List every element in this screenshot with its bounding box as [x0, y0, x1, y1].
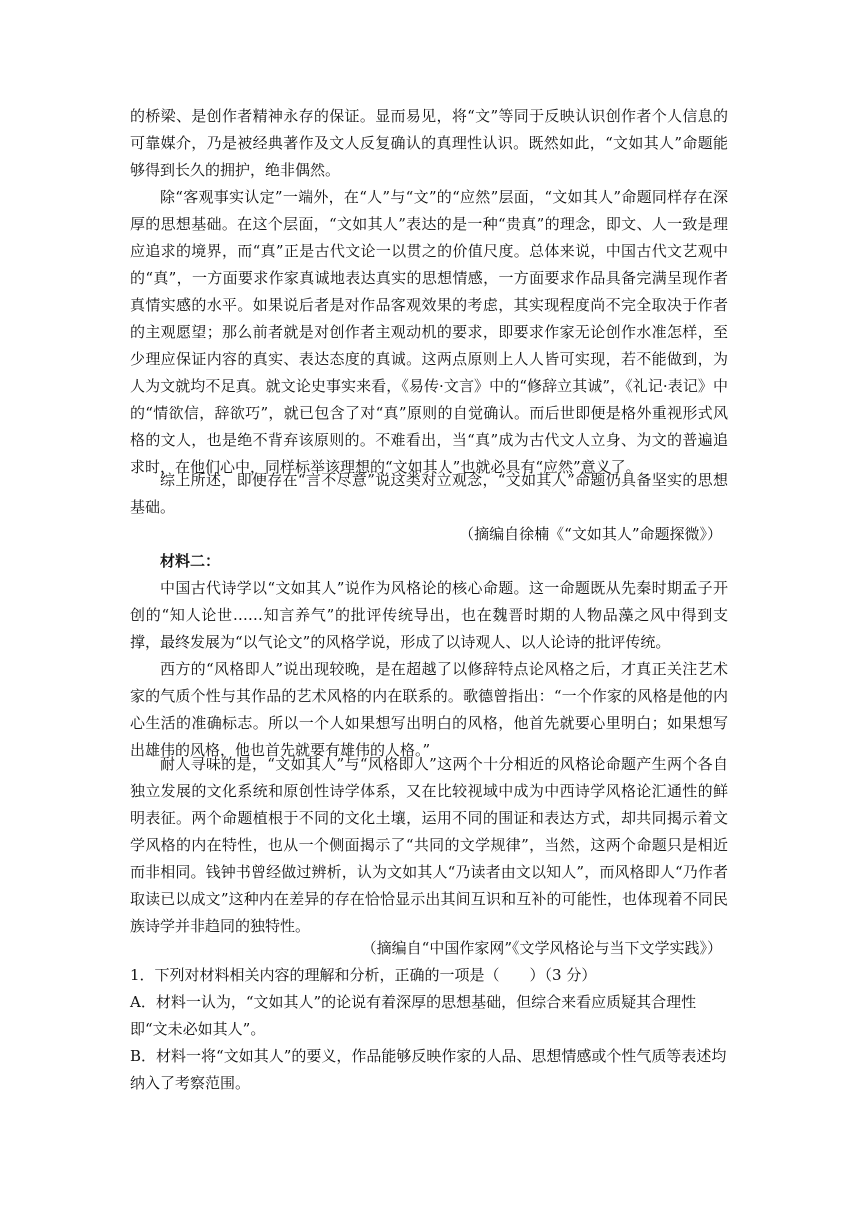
question-stem: 1．下列对材料相关内容的理解和分析，正确的一项是（ ）（3 分）: [130, 966, 597, 984]
paragraph-5: 西方的“风格即人”说出现较晚，是在超越了以修辞特点论风格之后，才真正关注艺术家的气质个性与其作品的艺术风格的内在联系的。歌德曾指出：“一个作家的风格是他的内心生活的准确标志。所以一个人如果想写出明白的风格，他首先就要心里明白；如果想写出雄伟的风格，他也首先就要有雄伟的人格。”: [130, 660, 728, 759]
source-citation-2: （摘编自“中国作家网”《文学风格论与当下文学实践》）: [361, 939, 722, 957]
paragraph-1: 的桥梁、是创作者精神永存的保证。显而易见，将“文”等同于反映认识创作者个人信息的可靠媒介，乃是被经典著作及文人反复确认的真理性认识。既然如此，“文如其人”命题能够得到长久的拥护，绝非偶然。: [130, 107, 728, 179]
source-citation-1: （摘编自徐楠《“文如其人”命题探微》）: [459, 525, 722, 543]
option-b: B．材料一将“文如其人”的要义，作品能够反映作家的人品、思想情感或个性气质等表述均纳入了考察范围。: [130, 1047, 727, 1092]
paragraph-2: 除“客观事实认定”一端外，在“人”与“文”的“应然”层面，“文如其人”命题同样存在深厚的思想基础。在这个层面，“文如其人”表达的是一种“贵真”的理念，即文、人一致是理应追求的境界，而“真”正是古代文论一以贯之的价值尺度。总体来说，中国古代文艺观中的“真”，一方面要求作家真诚地表达真实的思想情感，一方面要求作品具备完满呈现作者真情实感的水平。如果说后者是对作品客观效果的考虑，其实现程度尚不完全取决于作者的主观愿望；那么前者就是对创作者主观动机的要求，即要求作家无论创作水准怎样，至少理应保证内容的真实、表达态度的真诚。这两点原则上人人皆可实现，若不能做到，为人为文就均不足真。就文论史事实来看，《易传·文言》中的“修辞立其诚”，《礼记·表记》中的“情欲信，辞欲巧”，就已包含了对“真”原则的自觉确认。而后世即便是格外重视形式风格的文人，也是绝不背弃该原则的。不难看出，当“真”成为古代文人立身、为文的普遍追求时，在他们心中，同样标举该理想的“文如其人”也就必具有“应然”意义了。: [130, 188, 728, 476]
paragraph-4: 中国古代诗学以“文如其人”说作为风格论的核心命题。这一命题既从先秦时期孟子开创的“知人论世……知言养气”的批评传统导出，也在魏晋时期的人物品藻之风中得到支撑，最终发展为“以气论文”的风格学说，形成了以诗观人、以人论诗的批评传统。: [130, 579, 728, 651]
paragraph-3: 综上所述，即便存在“言不尽意”说这类对立观念，“文如其人”命题仍具备坚实的思想基础。: [130, 471, 728, 516]
material-two-heading: 材料二：: [160, 552, 221, 570]
paragraph-6: 耐人寻味的是，“文如其人”与“风格即人”这两个十分相近的风格论命题产生两个各自独立发展的文化系统和原创性诗学体系，又在比较视域中成为中西诗学风格论汇通性的鲜明表征。两个命题植根于不同的文化土壤，运用不同的围证和表达方式，却共同揭示着文学风格的内在特性，也从一个侧面揭示了“共同的文学规律”，当然，这两个命题只是相近而非相同。钱钟书曾经做过辨析，认为文如其人“乃读者由文以知人”，而风格即人“乃作者取读已以成文”这种内在差异的存在恰恰显示出其间互识和互补的可能性，也体现着不同民族诗学并非趋同的独特性。: [130, 755, 728, 935]
option-a: A．材料一认为，“文如其人”的论说有着深厚的思想基础，但综合来看应质疑其合理性即“文未必如其人”。: [130, 993, 697, 1038]
